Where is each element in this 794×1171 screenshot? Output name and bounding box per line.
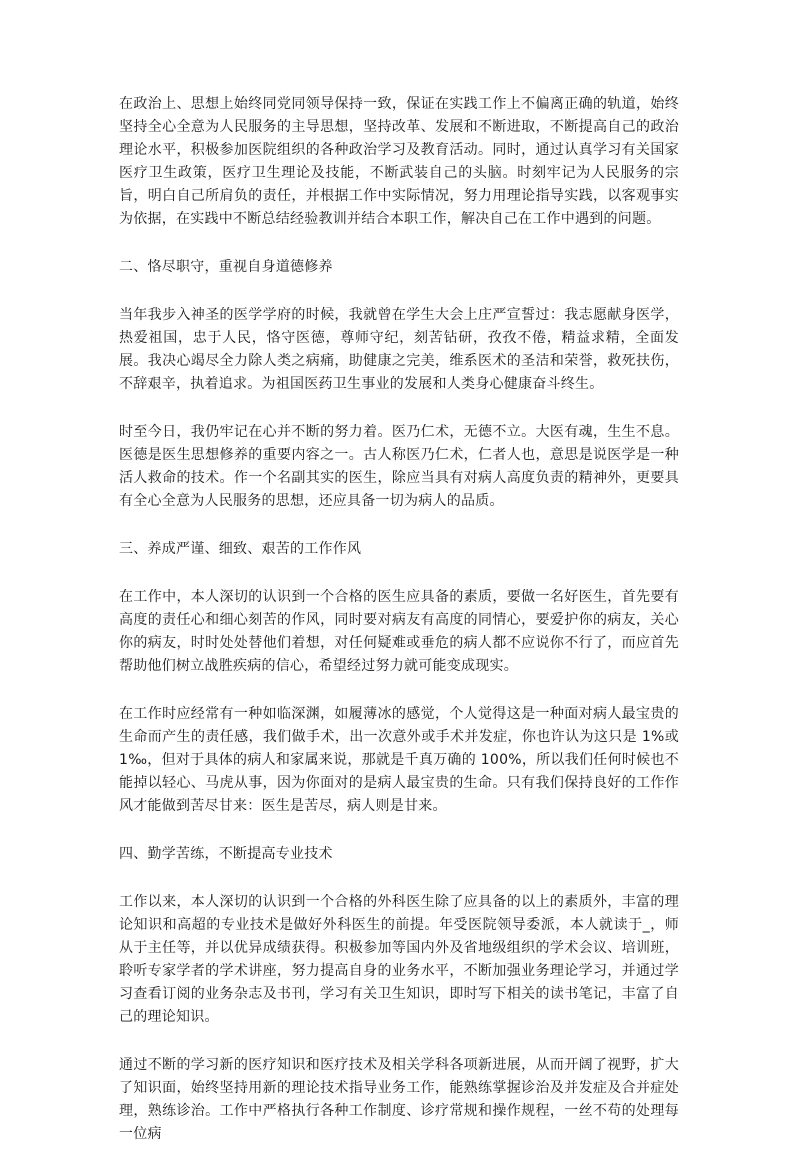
paragraph-work-style: 在工作时应经常有一种如临深渊，如履薄冰的感觉，个人觉得这是一种面对病人最宝贵的生命而产生的责任感，我们做手术，出一次意外或手术并发症，你也许认为这只是 1%或 1‰，但对于具体的病人和家属来说，那就是千真万确的 100%，所以我们任何时候也不能掉以轻心、马虎从事，因为你面对的是病人最宝贵的生命。只有我们保持良好的工作作风才能做到苦尽甘来：医生是苦尽，病人则是甘来。 [119, 706, 679, 814]
paragraph-oath: 当年我步入神圣的医学学府的时候，我就曾在学生大会上庄严宣誓过：我志愿献身医学，热爱祖国，忠于人民，恪守医德，尊师守纪，刻苦钻研，孜孜不倦，精益求精，全面发展。我决心竭尽全力除人类之病痛，助健康之完美，维系医术的圣洁和荣誉，救死扶伤，不辞艰辛，执着追求。为祖国医药卫生事业的发展和人类身心健康奋斗终生。 [119, 307, 679, 392]
paragraph-new-knowledge: 通过不断的学习新的医疗知识和医疗技术及相关学科各项新进展，从而开阔了视野，扩大了知识面，始终坚持用新的理论技术指导业务工作，能熟练掌握诊治及并发症及合并症处理，熟练诊治。工作中严格执行各种工作制度、诊疗常规和操作规程，一丝不苟的处理每一位病 [119, 1057, 679, 1142]
paragraph-responsibility: 在工作中，本人深切的认识到一个合格的医生应具备的素质，要做一名好医生，首先要有高度的责任心和细心刻苦的作风，同时要对病友有高度的同情心，要爱护你的病友，关心你的病友，时时处处替他们着想，对任何疑难或垂危的病人都不应说你不行了，而应首先帮助他们树立战胜疾病的信心，希望经过努力就可能变成现实。 [119, 589, 679, 674]
section-heading-3: 三、养成严谨、细致、艰苦的工作作风 [119, 541, 362, 557]
paragraph-medical-ethics: 时至今日，我仍牢记在心并不断的努力着。医乃仁术，无德不立。大医有魂，生生不息。医德是医生思想修养的重要内容之一。古人称医乃仁术，仁者人也，意思是说医学是一种活人救命的技术。作一个名副其实的医生，除应当具有对病人高度负责的精神外，更要具有全心全意为人民服务的思想，还应具备一切为病人的品质。 [119, 424, 679, 509]
document-body [119, 93, 679, 1171]
section-heading-2: 二、恪尽职守，重视自身道德修养 [119, 259, 333, 275]
paragraph-political: 在政治上、思想上始终同党同领导保持一致，保证在实践工作上不偏离正确的轨道，始终坚持全心全意为人民服务的主导思想，坚持改革、发展和不断进取，不断提高自己的政治理论水平，积极参加医院组织的各种政治学习及教育活动。同时，通过认真学习有关国家医疗卫生政策，医疗卫生理论及技能，不断武装自己的头脑。时刻牢记为人民服务的宗旨，明白自己所肩负的责任，并根据工作中实际情况，努力用理论指导实践，以客观事实为依据，在实践中不断总结经验教训并结合本职工作，解决自己在工作中遇到的问题。 [119, 96, 679, 227]
section-heading-4: 四、勤学苦练，不断提高专业技术 [119, 846, 333, 862]
paragraph-study: 工作以来，本人深切的认识到一个合格的外科医生除了应具备的以上的素质外，丰富的理论知识和高超的专业技术是做好外科医生的前提。年受医院领导委派，本人就读于_，师从于主任等，并以优异成绩获得。积极参加等国内外及省地级组织的学术会议、培训班，聆听专家学者的学术讲座，努力提高自身的业务水平，不断加强业务理论学习，并通过学习查看订阅的业务杂志及书刊，学习有关卫生知识，即时写下相关的读书笔记，丰富了自己的理论知识。 [119, 894, 679, 1025]
